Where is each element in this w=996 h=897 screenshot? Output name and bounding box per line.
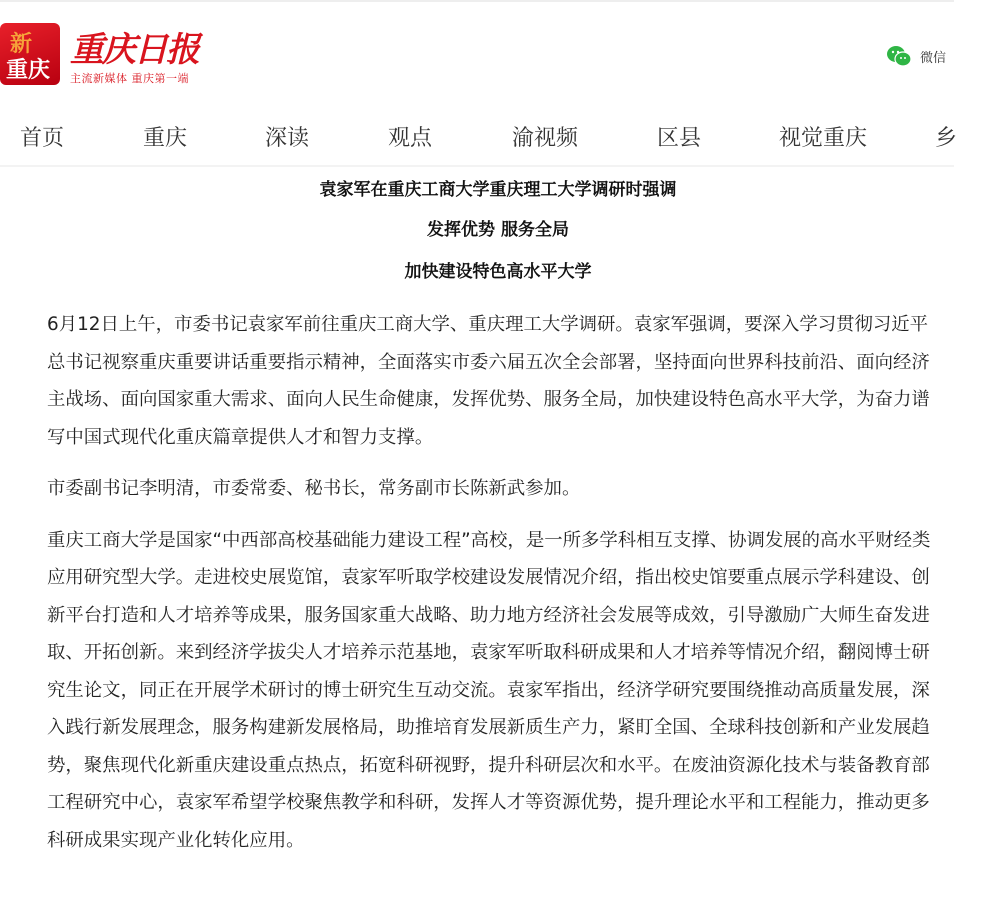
nav-item-rural[interactable]: 乡 bbox=[935, 126, 958, 151]
brand-slogan: 主流新媒体 重庆第一端 bbox=[70, 72, 189, 85]
article-title-line-3: 加快建设特色高水平大学 bbox=[404, 262, 592, 282]
wechat-label: 微信 bbox=[920, 50, 947, 66]
nav-item-video[interactable]: 渝视频 bbox=[512, 126, 579, 151]
logo-text-new: 新 bbox=[10, 31, 33, 57]
nav-item-chongqing[interactable]: 重庆 bbox=[143, 126, 188, 151]
wechat-link[interactable] bbox=[886, 45, 946, 67]
nav-item-visual-chongqing[interactable]: 视觉重庆 bbox=[779, 126, 868, 151]
wechat-icon bbox=[886, 45, 912, 67]
app-logo[interactable] bbox=[0, 23, 60, 85]
main-nav bbox=[0, 105, 958, 165]
article-body bbox=[47, 306, 935, 873]
article-paragraph: 市委副书记李明清，市委常委、秘书长，常务副市长陈新武参加。 bbox=[47, 478, 581, 499]
brand-name[interactable]: 重庆日报 bbox=[70, 30, 198, 70]
logo-text-chongqing: 重庆 bbox=[6, 57, 51, 83]
top-divider bbox=[0, 0, 954, 2]
article-title-line-1: 袁家军在重庆工商大学重庆理工大学调研时强调 bbox=[319, 180, 677, 200]
nav-item-opinion[interactable]: 观点 bbox=[388, 126, 433, 151]
nav-item-districts[interactable]: 区县 bbox=[657, 126, 702, 151]
article-paragraph: 重庆工商大学是国家“中西部高校基础能力建设工程”高校，是一所多学科相互支撑、协调发展的高水平财经类应用研究型大学。走进校史展览馆，袁家军听取学校建设发展情况介绍，指出校史馆要重点展示学科建设、创新平台打造和人才培养等成果，服务国家重大战略、助力地方经济社会发展等成效，引导激励广大师生奋发进取、开拓创新。来到经济学拔尖人才培养示范基地，袁家军听取科研成果和人才培养等情况介绍，翻阅博士研究生论文，同正在开展学术研讨的博士研究生互动交流。袁家军指出，经济学研究要围绕推动高质量发展，深入践行新发展理念，服务构建新发展格局，助推培育发展新质生产力，紧盯全国、全球科技创新和产业发展趋势，聚焦现代化新重庆建设重点热点，拓宽科研视野，提升科研层次和水平。在废油资源化技术与装备教育部工程研究中心，袁家军希望学校聚焦教学和科研，发挥人才等资源优势，提升理论水平和工程能力，推动更多科研成果实现产业化转化应用。 bbox=[47, 529, 931, 851]
nav-item-in-depth[interactable]: 深读 bbox=[265, 126, 310, 151]
nav-divider bbox=[0, 165, 954, 167]
article-paragraph: 6月12日上午，市委书记袁家军前往重庆工商大学、重庆理工大学调研。袁家军强调，要深入学习贯彻习近平总书记视察重庆重要讲话重要指示精神，全面落实市委六届五次全会部署，坚持面向世界科技前沿、面向经济主战场、面向国家重大需求、面向人民生命健康，发挥优势、服务全局，加快建设特色高水平大学，为奋力谱写中国式现代化重庆篇章提供人才和智力支撑。 bbox=[47, 314, 930, 448]
article-title-line-2: 发挥优势 服务全局 bbox=[427, 220, 569, 240]
nav-item-home[interactable]: 首页 bbox=[20, 126, 65, 151]
